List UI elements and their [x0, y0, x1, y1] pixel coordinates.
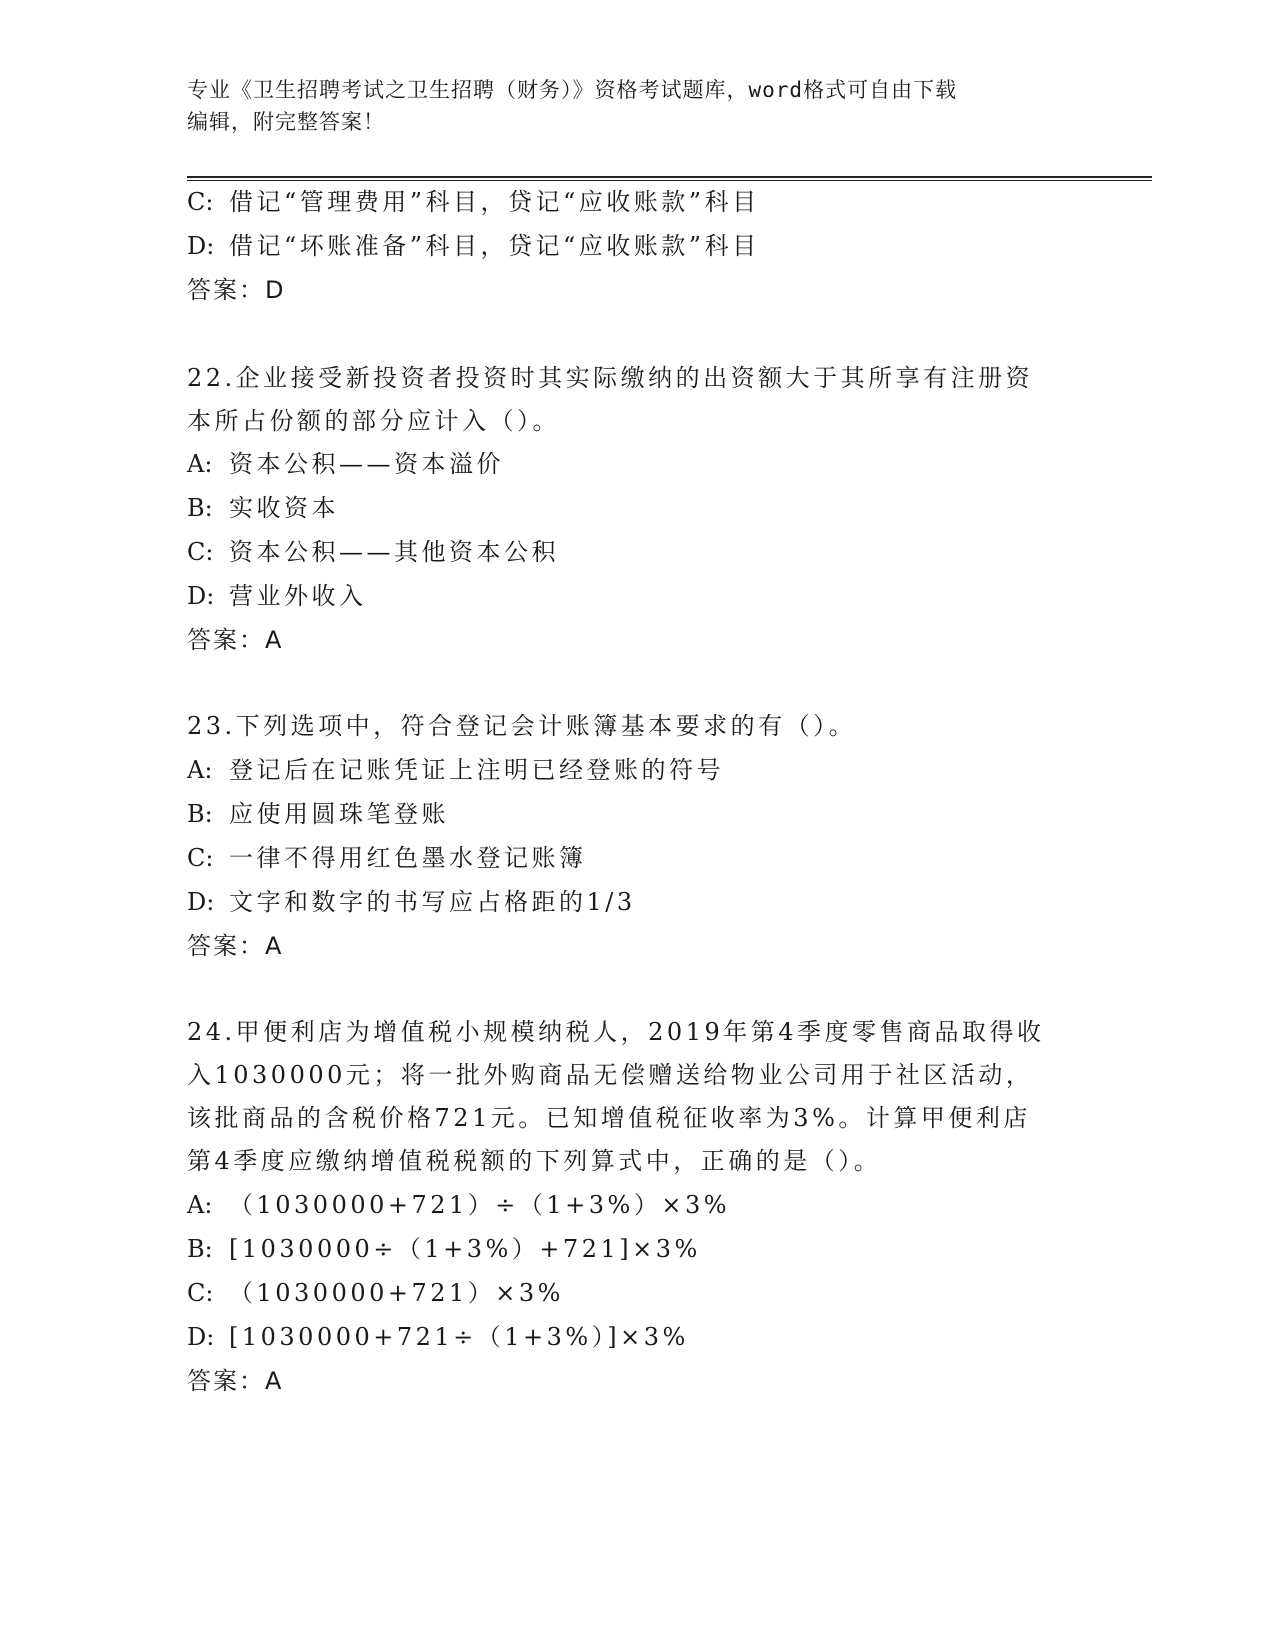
option-d: D: 借记“坏账准备”科目，贷记“应收账款”科目 [187, 232, 760, 260]
question-22-option-c: C: 资本公积——其他资本公积 [187, 538, 559, 566]
question-22-stem-1: 22.企业接受新投资者投资时其实际缴纳的出资额大于其所享有注册资 [187, 364, 1034, 392]
page-header [187, 74, 1087, 138]
question-23-option-c: C: 一律不得用红色墨水登记账簿 [187, 844, 587, 872]
answer-line: 答案：D [187, 276, 286, 304]
question-24-option-c: C: （1030000+721）×3% [187, 1279, 564, 1307]
question-24-answer: 答案：A [187, 1367, 284, 1395]
question-22-stem-2: 本所占份额的部分应计入（）。 [187, 407, 560, 435]
question-24-stem-1: 24.甲便利店为增值税小规模纳税人，2019年第4季度零售商品取得收 [187, 1018, 1045, 1046]
question-23-answer: 答案：A [187, 932, 284, 960]
question-24-stem-4: 第4季度应缴纳增值税税额的下列算式中，正确的是（）。 [187, 1147, 882, 1175]
question-24-stem-3: 该批商品的含税价格721元。已知增值税征收率为3%。计算甲便利店 [187, 1104, 1031, 1132]
question-23-option-d: D: 文字和数字的书写应占格距的1/3 [187, 888, 636, 916]
question-24-stem-2: 入1030000元；将一批外购商品无偿赠送给物业公司用于社区活动， [187, 1061, 1034, 1089]
option-c: C: 借记“管理费用”科目，贷记“应收账款”科目 [187, 188, 760, 216]
question-23-option-a: A: 登记后在记账凭证上注明已经登账的符号 [187, 756, 724, 784]
question-24-option-b: B: [1030000÷（1+3%）+721]×3% [187, 1235, 701, 1263]
header-divider [187, 176, 1152, 181]
question-22-option-a: A: 资本公积——资本溢价 [187, 450, 504, 478]
header-line-1: 专业《卫生招聘考试之卫生招聘（财务）》资格考试题库，word格式可自由下载 [187, 78, 958, 102]
question-23-stem-1: 23.下列选项中，符合登记会计账簿基本要求的有（）。 [187, 712, 857, 740]
question-24-option-d: D: [1030000+721÷（1+3%）]×3% [187, 1323, 689, 1351]
question-24-option-a: A: （1030000+721）÷（1+3%）×3% [187, 1191, 731, 1219]
question-22-answer: 答案：A [187, 626, 284, 654]
question-23-option-b: B: 应使用圆珠笔登账 [187, 800, 449, 828]
header-line-2: 编辑，附完整答案！ [187, 110, 385, 134]
question-22-option-d: D: 营业外收入 [187, 582, 367, 610]
question-22-option-b: B: 实收资本 [187, 494, 339, 522]
